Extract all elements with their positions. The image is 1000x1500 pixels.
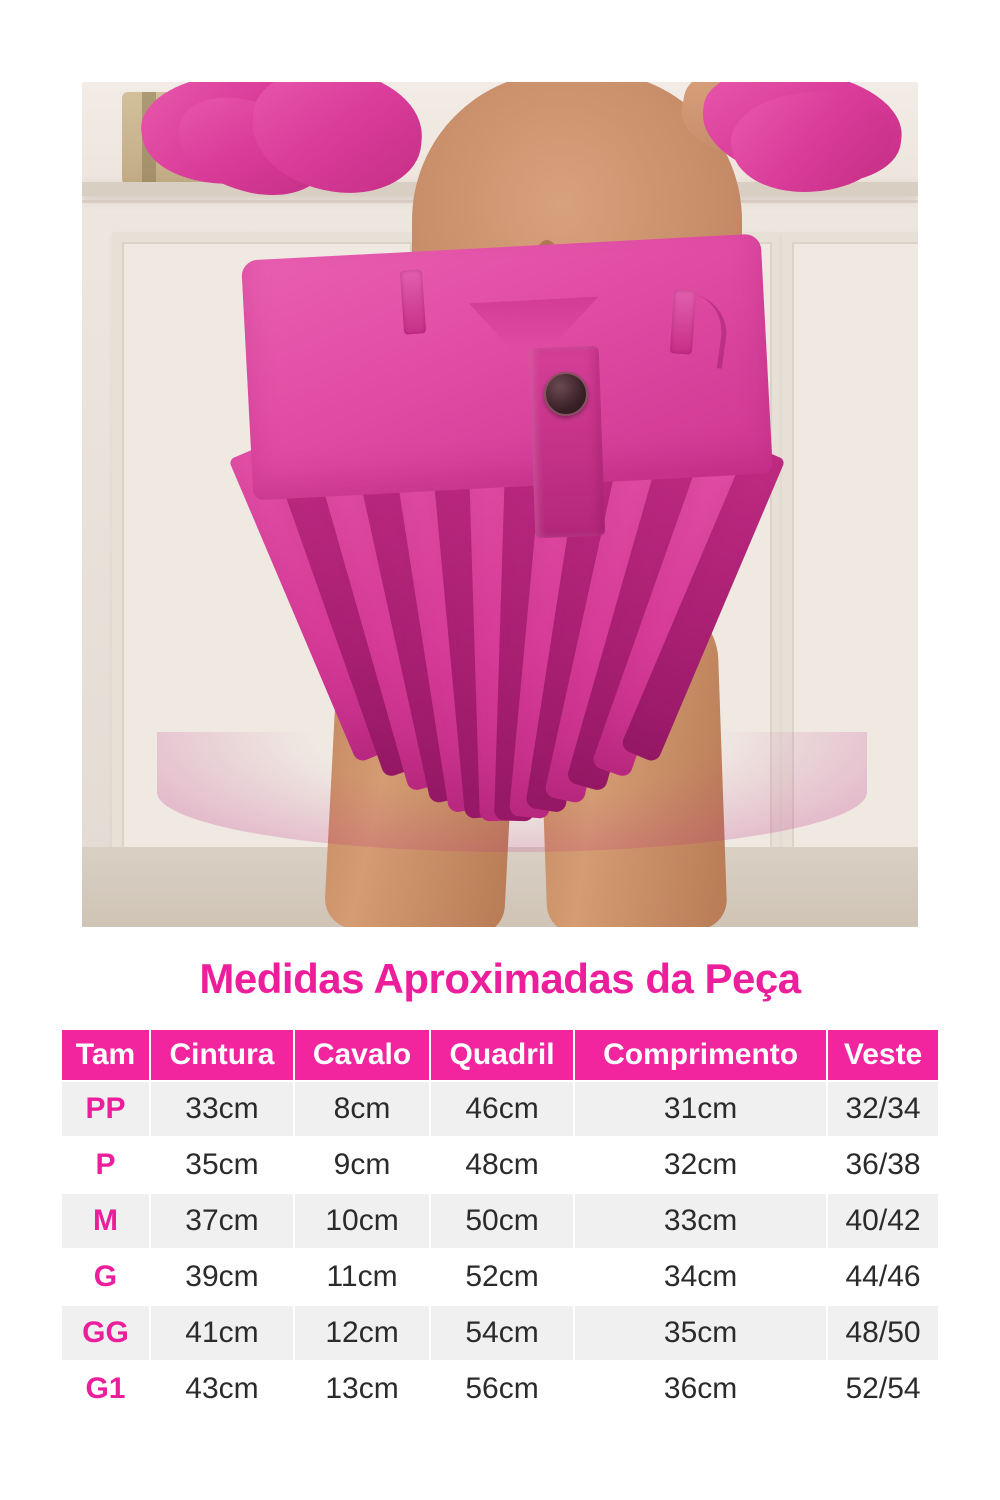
cell-veste: 40/42 [827, 1193, 939, 1249]
column-header-quadril: Quadril [430, 1029, 574, 1081]
table-row [61, 1305, 939, 1361]
cell-quadril: 56cm [430, 1361, 574, 1417]
skirt-belt-loop-left [400, 269, 426, 334]
cell-veste: 32/34 [827, 1081, 939, 1137]
cell-cavalo: 10cm [294, 1193, 430, 1249]
column-header-cavalo: Cavalo [294, 1029, 430, 1081]
skirt-waistband [241, 234, 773, 501]
cell-tam: PP [61, 1081, 150, 1137]
page-title: Medidas Aproximadas da Peça [199, 955, 801, 1002]
cell-tam: G [61, 1249, 150, 1305]
cell-cavalo: 9cm [294, 1137, 430, 1193]
cell-veste: 44/46 [827, 1249, 939, 1305]
column-header-tam: Tam [61, 1029, 150, 1081]
table-row [61, 1249, 939, 1305]
cell-tam: M [61, 1193, 150, 1249]
cell-cavalo: 12cm [294, 1305, 430, 1361]
table-row [61, 1193, 939, 1249]
cell-veste: 52/54 [827, 1361, 939, 1417]
cell-cintura: 33cm [150, 1081, 294, 1137]
column-header-cintura: Cintura [150, 1029, 294, 1081]
table-row [61, 1361, 939, 1417]
cell-cavalo: 11cm [294, 1249, 430, 1305]
cell-quadril: 46cm [430, 1081, 574, 1137]
cell-comprimento: 33cm [574, 1193, 827, 1249]
cell-cavalo: 8cm [294, 1081, 430, 1137]
product-photo [82, 82, 918, 927]
cell-quadril: 54cm [430, 1305, 574, 1361]
size-chart-table [60, 1028, 940, 1418]
cell-cintura: 39cm [150, 1249, 294, 1305]
cell-quadril: 52cm [430, 1249, 574, 1305]
cell-cintura: 41cm [150, 1305, 294, 1361]
cell-comprimento: 35cm [574, 1305, 827, 1361]
column-header-comprimento: Comprimento [574, 1029, 827, 1081]
cell-comprimento: 36cm [574, 1361, 827, 1417]
cell-veste: 48/50 [827, 1305, 939, 1361]
cell-comprimento: 31cm [574, 1081, 827, 1137]
table-body [61, 1081, 939, 1417]
table-header-row [61, 1029, 939, 1081]
table-row [61, 1081, 939, 1137]
cell-cintura: 43cm [150, 1361, 294, 1417]
cell-quadril: 48cm [430, 1137, 574, 1193]
table-row [61, 1137, 939, 1193]
cell-comprimento: 34cm [574, 1249, 827, 1305]
garment-skirt [112, 172, 902, 792]
cell-veste: 36/38 [827, 1137, 939, 1193]
cell-comprimento: 32cm [574, 1137, 827, 1193]
column-header-veste: Veste [827, 1029, 939, 1081]
cell-tam: GG [61, 1305, 150, 1361]
cell-cintura: 37cm [150, 1193, 294, 1249]
cell-cavalo: 13cm [294, 1361, 430, 1417]
cell-tam: P [61, 1137, 150, 1193]
cell-cintura: 35cm [150, 1137, 294, 1193]
cell-quadril: 50cm [430, 1193, 574, 1249]
cell-tam: G1 [61, 1361, 150, 1417]
